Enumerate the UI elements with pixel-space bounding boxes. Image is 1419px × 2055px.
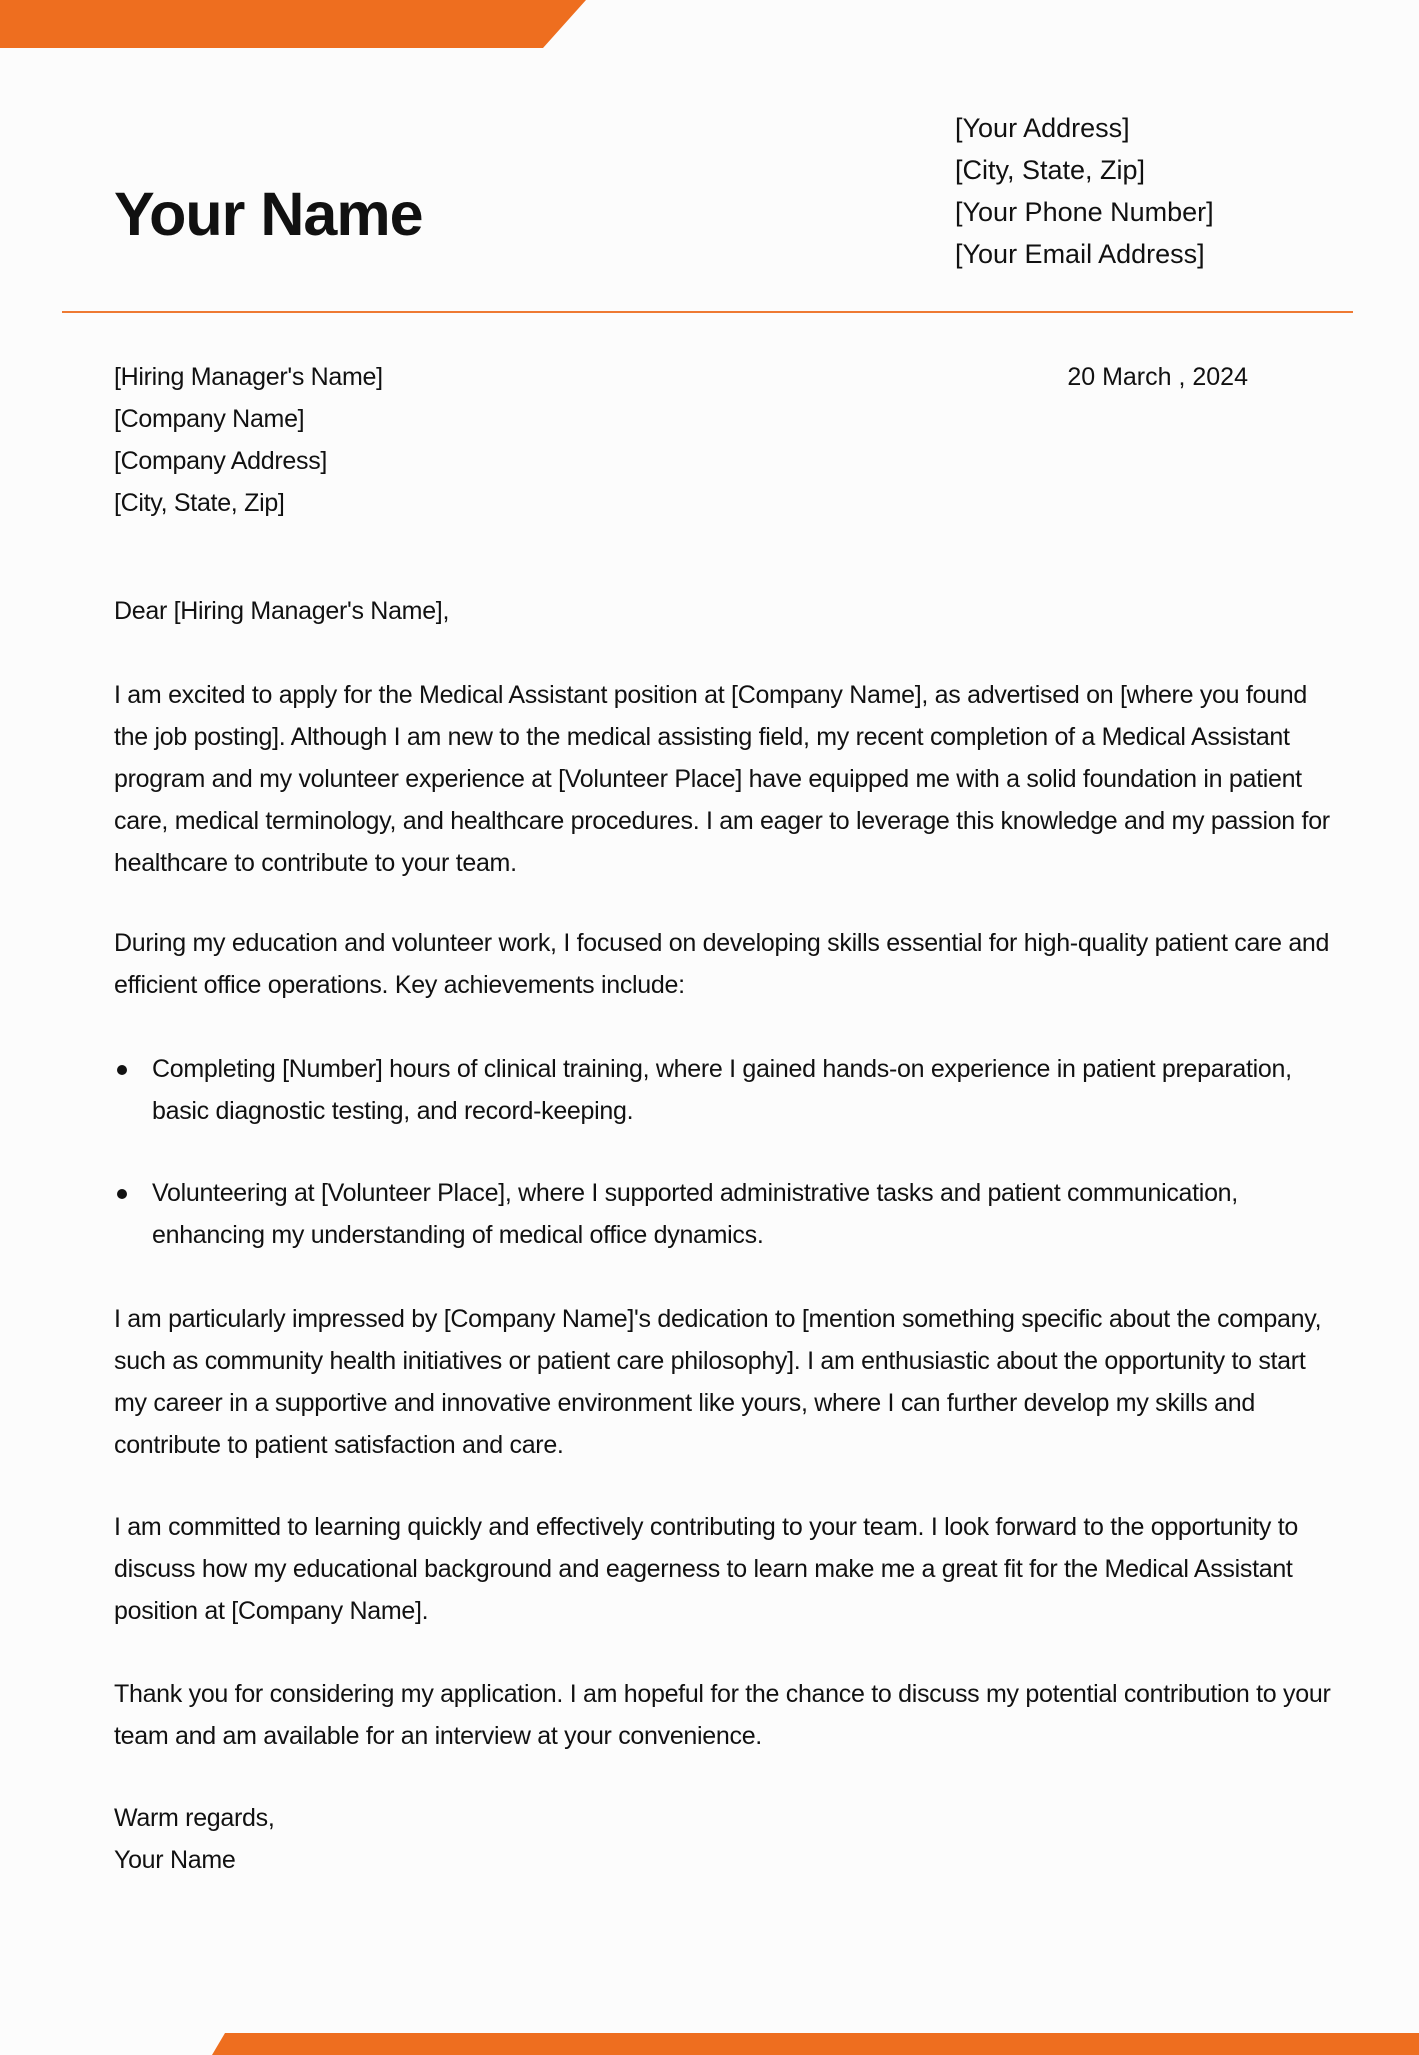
recipient-city-state-zip: [City, State, Zip]	[114, 489, 285, 517]
achievement-item	[114, 1172, 1344, 1256]
paragraph-skills: During my education and volunteer work, I focused on developing skills essential for high-quality patient care and efficient office operations. Key achievements include:	[114, 929, 1330, 999]
bullet-icon	[117, 1065, 127, 1075]
recipient-name: [Hiring Manager's Name]	[114, 363, 383, 391]
sender-city-state-zip: [City, State, Zip]	[955, 155, 1146, 185]
recipient-address: [Company Address]	[114, 447, 328, 475]
sender-name-heading: Your Name	[114, 180, 423, 248]
achievements-list	[114, 1048, 1344, 1296]
sender-address: [Your Address]	[955, 113, 1130, 143]
sender-phone: [Your Phone Number]	[955, 197, 1214, 227]
valediction: Warm regards,	[114, 1804, 275, 1832]
paragraph-company-interest: I am particularly impressed by [Company Name]'s dedication to [mention something specific about the company, such as community health initiatives or patient care philosophy]. I am enthusiastic about the opportunity to start my career in a supportive and innovative environment like yours, where I can further develop my skills and contribute to patient satisfaction and care.	[114, 1305, 1322, 1459]
recipient-company: [Company Name]	[114, 405, 305, 433]
sender-email: [Your Email Address]	[955, 239, 1205, 269]
paragraph-intro: I am excited to apply for the Medical Assistant position at [Company Name], as advertised on [where you found the job posting]. Although I am new to the medical assisting field, my recent completion of a Medical Assistant program and my volunteer experience at [Volunteer Place] have equipped me with a solid foundation in patient care, medical terminology, and healthcare procedures. I am eager to leverage this knowledge and my passion for healthcare to contribute to your team.	[114, 681, 1330, 877]
achievement-text: Volunteering at [Volunteer Place], where I supported administrative tasks and patient communication, enhancing my understanding of medical office dynamics.	[152, 1179, 1238, 1249]
paragraph-commitment: I am committed to learning quickly and effectively contributing to your team. I look forward to the opportunity to discuss how my educational background and eagerness to learn make me a great fit for the Medical Assistant position at [Company Name].	[114, 1513, 1299, 1625]
bullet-icon	[117, 1189, 127, 1199]
closing-block	[114, 1797, 1344, 1881]
signature-name: Your Name	[114, 1846, 236, 1874]
salutation: Dear [Hiring Manager's Name],	[114, 597, 450, 625]
header-divider	[62, 311, 1353, 313]
achievement-text: Completing [Number] hours of clinical training, where I gained hands-on experience in patient preparation, basic diagnostic testing, and record-keeping.	[152, 1055, 1292, 1125]
bottom-accent-bar	[212, 2033, 1419, 2055]
top-accent-bar	[0, 0, 586, 48]
sender-contact-block	[955, 107, 1214, 275]
paragraph-thanks: Thank you for considering my application. I am hopeful for the chance to discuss my potential contribution to your team and am available for an interview at your convenience.	[114, 1680, 1331, 1750]
letter-date: 20 March , 2024	[1067, 363, 1248, 391]
achievement-item	[114, 1048, 1344, 1132]
